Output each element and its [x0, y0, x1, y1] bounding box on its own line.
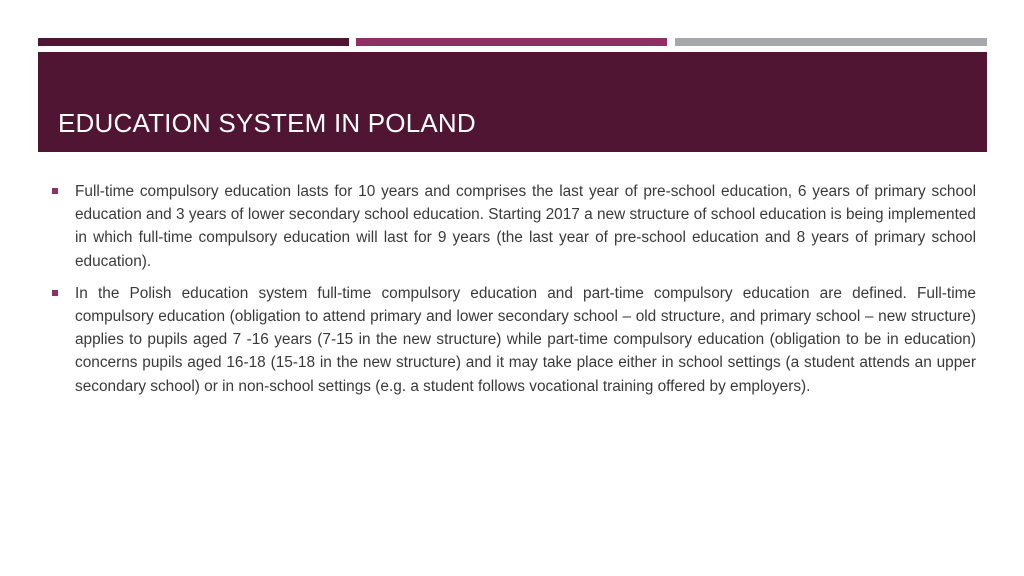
bullet-list [50, 180, 976, 407]
accent-bar-dark [38, 38, 349, 46]
bullet-item [50, 180, 976, 273]
square-bullet-icon [52, 188, 58, 194]
title-band [38, 52, 987, 152]
accent-bar-magenta [356, 38, 667, 46]
bullet-text: In the Polish education system full-time compulsory education and part-time compulsory education are defined. Full-time compulsory education (obligation to attend primary and lower secondary school – old structure, and primary school – new structure) applies to pupils aged 7 -16 years (7-15 in the new structure) while part-time compulsory education (obligation to be in education) concerns pupils aged 16-18 (15-18 in the new structure) and it may take place either in school settings (a student attends an upper secondary school) or in non-school settings (e.g. a student follows vocational training offered by employers). [75, 284, 976, 395]
bullet-text: Full-time compulsory education lasts for 10 years and comprises the last year of pre-school education, 6 years of primary school education and 3 years of lower secondary school education. Starting 2017 a new structure of school education is being implemented in which full-time compulsory education will last for 9 years (the last year of pre-school education and 8 years of primary school education). [75, 183, 976, 270]
bullet-item [50, 282, 976, 398]
accent-bar-gray [675, 38, 987, 46]
slide-title: EDUCATION SYSTEM IN POLAND [58, 108, 476, 138]
square-bullet-icon [52, 290, 58, 296]
